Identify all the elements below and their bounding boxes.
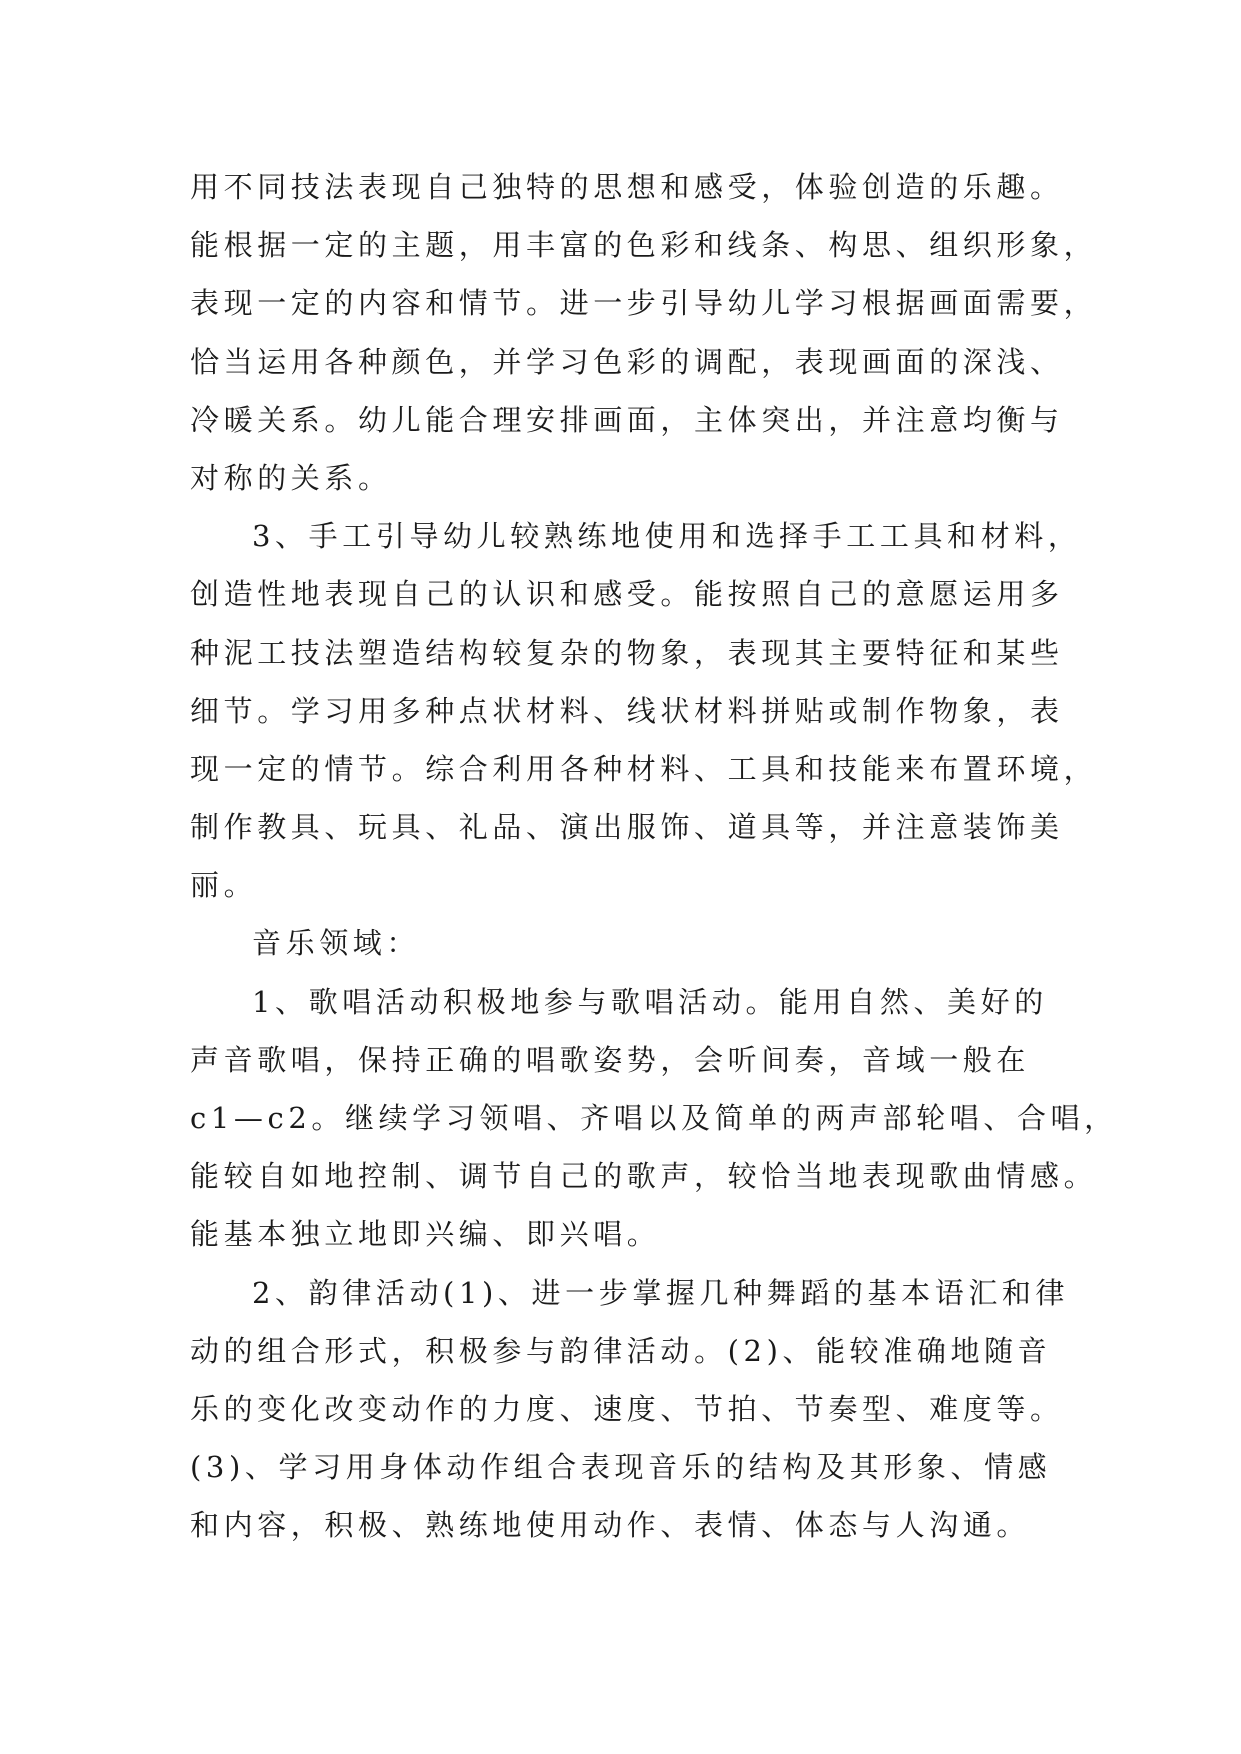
text-line: (3)、学习用身体动作组合表现音乐的结构及其形象、情感	[190, 1450, 1052, 1485]
section-heading: 音乐领域：	[252, 926, 421, 961]
text-line: 恰当运用各种颜色，并学习色彩的调配，表现画面的深浅、	[190, 344, 1064, 379]
text-line: 动的组合形式，积极参与韵律活动。(2)、能较准确地随音	[190, 1333, 1052, 1368]
text-line: 现一定的情节。综合利用各种材料、工具和技能来布置环境，	[190, 751, 1098, 786]
text-line: 用不同技法表现自己独特的思想和感受，体验创造的乐趣。	[190, 170, 1064, 204]
text-line: 和内容，积极、熟练地使用动作、表情、体态与人沟通。	[190, 1508, 1031, 1543]
text-line: 冷暖关系。幼儿能合理安排画面，主体突出，并注意均衡与	[190, 402, 1064, 437]
text-line: 2、韵律活动(1)、进一步掌握几种舞蹈的基本语汇和律	[252, 1275, 1070, 1310]
text-line: 创造性地表现自己的认识和感受。能按照自己的意愿运用多	[190, 577, 1064, 612]
text-line: 1、歌唱活动积极地参与歌唱活动。能用自然、美好的	[252, 984, 1048, 1019]
text-line: 乐的变化改变动作的力度、速度、节拍、节奏型、难度等。	[190, 1391, 1064, 1426]
text-line: 丽。	[190, 868, 258, 903]
text-line: 能较自如地控制、调节自己的歌声，较恰当地表现歌曲情感。	[190, 1159, 1098, 1194]
text-line: 表现一定的内容和情节。进一步引导幼儿学习根据画面需要，	[190, 286, 1098, 321]
text-line: c1—c2。继续学习领唱、齐唱以及简单的两声部轮唱、合唱，	[190, 1101, 1118, 1135]
text-line: 能基本独立地即兴编、即兴唱。	[190, 1217, 661, 1252]
text-line: 种泥工技法塑造结构较复杂的物象，表现其主要特征和某些	[190, 635, 1064, 670]
text-line: 能根据一定的主题，用丰富的色彩和线条、构思、组织形象，	[190, 228, 1098, 263]
text-line: 对称的关系。	[190, 460, 392, 495]
text-line: 制作教具、玩具、礼品、演出服饰、道具等，并注意装饰美	[190, 810, 1064, 845]
text-line: 细节。学习用多种点状材料、线状材料拼贴或制作物象，表	[190, 693, 1064, 728]
text-line: 3、手工引导幼儿较熟练地使用和选择手工工具和材料，	[252, 519, 1082, 554]
text-line: 声音歌唱，保持正确的唱歌姿势，会听间奏，音域一般在	[190, 1042, 1031, 1077]
body-text	[190, 158, 1118, 1555]
